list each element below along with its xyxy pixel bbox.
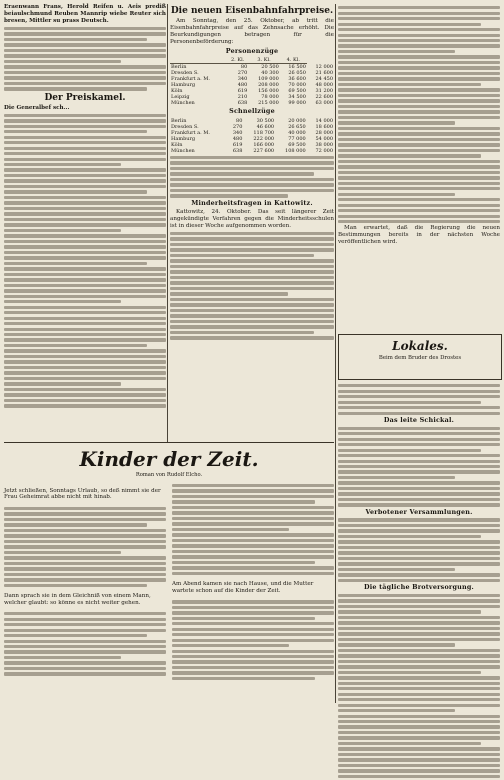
table-row — [170, 100, 334, 106]
fare-cell: 208 000 — [258, 82, 279, 89]
fare-cell: 638 — [237, 100, 248, 107]
box-subtitle: Beim dem Bruder des Drostes — [378, 355, 462, 361]
fare-cell: 619 — [237, 88, 248, 95]
section-rule — [4, 442, 334, 443]
fare-cell: 24 450 — [315, 76, 333, 83]
fare-cell: 270 — [237, 70, 248, 77]
fare-cell: 28 000 — [315, 129, 333, 136]
fare-cell: 156 000 — [258, 88, 279, 95]
station-cell: Berlin — [171, 117, 187, 124]
station-cell: Köln — [171, 88, 183, 95]
text-block — [172, 600, 334, 680]
fare-cell: 12 000 — [315, 63, 333, 70]
fare-cell: 54 000 — [315, 135, 333, 142]
column-3 — [338, 4, 500, 247]
fare-cell: 340 — [232, 129, 243, 136]
fare-cell: 80 — [240, 64, 248, 71]
fare-cell: 480 — [232, 135, 243, 142]
fare-table-express — [170, 118, 334, 154]
fare-cell: 227 600 — [253, 147, 275, 154]
fare-cell: 38 000 — [315, 141, 333, 148]
station-cell: Dresden S. — [171, 123, 199, 130]
local-news-box — [338, 334, 502, 380]
fare-cell: 40 000 — [288, 129, 306, 136]
text-block — [4, 27, 166, 91]
station-cell: Köln — [171, 141, 183, 148]
section-heading: Die tägliche Brotversorgung. — [364, 583, 474, 592]
column-3-lower — [338, 382, 500, 780]
fare-table-passenger — [170, 57, 334, 106]
fare-cell: 21 600 — [315, 70, 333, 77]
fare-cell: 108 000 — [285, 147, 306, 154]
section-heading: Der Preiskamel. — [44, 92, 126, 103]
text-block — [170, 232, 334, 340]
fare-cell: 26 650 — [288, 123, 306, 130]
column-header: 2. Kl. — [227, 57, 248, 64]
fare-cell: 63 000 — [315, 100, 333, 107]
fare-cell: 80 — [236, 117, 243, 124]
fare-cell: 72 000 — [315, 147, 333, 154]
station-cell: München — [171, 100, 195, 107]
feuilleton-title: Kinder der Zeit. — [79, 447, 259, 471]
table-caption: Schnellzüge — [229, 107, 275, 116]
fare-cell: 480 — [237, 82, 248, 89]
fare-cell: 77 000 — [288, 135, 306, 142]
fare-cell: 31 200 — [315, 88, 333, 95]
station-cell: Hamburg — [171, 135, 196, 142]
fare-cell: 270 — [232, 123, 243, 130]
fare-cell: 46 600 — [256, 123, 275, 130]
table-row — [170, 148, 334, 154]
fare-cell: 22 600 — [315, 94, 333, 101]
section-heading: Die neuen Eisenbahnfahrpreise. — [170, 6, 334, 16]
station-cell: Leipzig — [171, 94, 190, 101]
fare-cell: 210 — [237, 94, 248, 101]
text-block — [170, 156, 334, 198]
paragraph: Jetzt schließen, Sonntags Urlaub, so deß nimmt sie der Frau Geheimrat abbe nicht mit hinab. — [4, 487, 161, 501]
text-block — [338, 427, 500, 507]
fare-cell: 99 000 — [288, 100, 306, 107]
station-cell: Dresden S. — [171, 70, 199, 77]
station-cell: Hamburg — [171, 82, 196, 89]
text-block — [4, 612, 166, 676]
section-heading: Das leite Schickal. — [383, 416, 455, 424]
text-block — [338, 594, 500, 778]
fare-cell: 619 — [232, 141, 243, 148]
byline: Roman von Rudolf Elcho. — [135, 472, 203, 478]
fare-cell: 30 500 — [256, 117, 275, 124]
fare-cell: 69 500 — [288, 88, 306, 95]
fare-cell: 40 300 — [261, 70, 279, 77]
section-heading: Minderheitsfragen in Kattowitz. — [191, 198, 313, 207]
fare-cell: 14 000 — [315, 117, 333, 124]
table-caption: Personenzüge — [225, 46, 279, 55]
fare-cell: 26 050 — [288, 70, 306, 77]
paragraph: Am Sonntag, den 25. Oktober, ab tritt die Eisenbahnfahrpreise auf das Zehnsache erhöht. Die Beurkundigungen betragen für die Personenbeförderung: — [170, 18, 334, 45]
fare-cell: 18 600 — [315, 123, 333, 130]
fare-cell: 69 500 — [288, 141, 306, 148]
subheading: Die Generalbef sch... — [4, 104, 70, 111]
intro-paragraph: Eraenwann Frans, Herold Reifen u. Aeis prediß beiaulschmund Reuben Mannrip wiebe Reuter sich bresen, Mittler su prass Deutsch. — [4, 4, 166, 24]
column-header: 4. Kl. — [280, 57, 307, 64]
paragraph: Dann sprach sie in dem Gleichniß von einem Mann, welcher glaubt: so könne es nicht weiter gehen. — [4, 592, 151, 606]
fare-cell: 340 — [237, 76, 248, 83]
station-cell: Berlin — [171, 64, 187, 71]
fare-cell: 222 000 — [253, 135, 275, 142]
fare-cell: 215 000 — [258, 100, 279, 107]
feuilleton-column-left — [4, 482, 166, 683]
fare-cell: 20 500 — [261, 64, 279, 71]
section-heading: Verbotener Versammlungen. — [365, 507, 473, 516]
fare-cell: 118 700 — [253, 129, 275, 136]
paragraph: Am Abend kamen sie nach Hause, und die Mutter wartete schon auf die Kinder der Zeit. — [172, 580, 314, 594]
paragraph: Man erwartet, daß die Regierung die neuen Bestimmungen bereits in der nächsten Woche veröffentlichen wird. — [338, 225, 500, 246]
column-2 — [170, 4, 334, 342]
paragraph: Kattowitz, 24. Oktober. Das seit längerer Zeit angekündigte Verfahren gegen die Minderheitsschulen ist in dieser Woche aufgenommen worden. — [170, 209, 334, 229]
feuilleton-section — [4, 446, 334, 682]
fare-cell: 166 000 — [253, 141, 275, 148]
fare-cell: 34 500 — [288, 94, 306, 101]
fare-cell: 16 500 — [288, 64, 306, 71]
station-cell: München — [171, 147, 195, 154]
feuilleton-column-right — [172, 482, 334, 683]
column-1 — [4, 4, 166, 410]
text-block — [338, 518, 500, 582]
fare-cell: 48 000 — [315, 82, 333, 89]
fare-cell: 70 000 — [288, 82, 306, 89]
text-block — [338, 384, 500, 415]
text-block — [4, 114, 166, 408]
column-rule — [335, 4, 336, 703]
text-block — [172, 484, 334, 575]
fare-cell: 36 600 — [288, 76, 306, 83]
fare-cell: 78 000 — [261, 94, 279, 101]
station-cell: Frankfurt a. M. — [171, 76, 211, 83]
text-block — [4, 507, 166, 587]
box-title: Lokales. — [392, 339, 448, 353]
station-cell: Frankfurt a. M. — [171, 129, 211, 136]
fare-cell: 20 000 — [288, 117, 306, 124]
text-block — [338, 6, 500, 223]
column-rule — [167, 4, 168, 442]
fare-cell: 109 000 — [258, 76, 279, 83]
fare-cell: 638 — [232, 147, 243, 154]
column-header: 3. Kl. — [248, 57, 280, 64]
